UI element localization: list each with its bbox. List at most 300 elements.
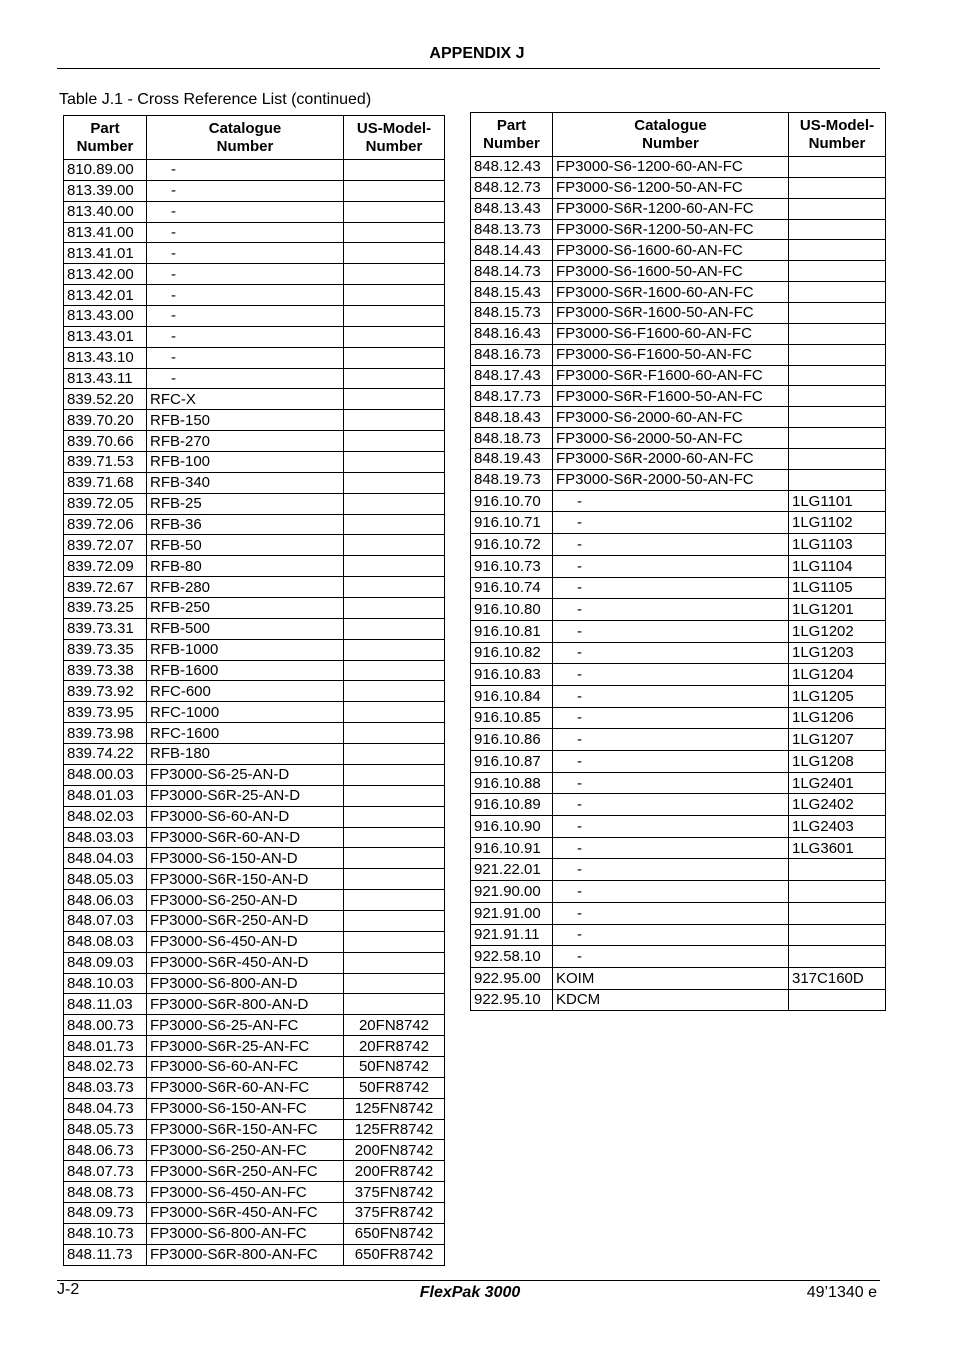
us-model-number-cell xyxy=(789,469,886,490)
us-model-number-cell: 50FR8742 xyxy=(344,1077,445,1098)
table-row xyxy=(64,368,445,389)
table-row xyxy=(471,490,886,512)
part-number-cell: 848.05.73 xyxy=(64,1119,147,1140)
us-model-number-cell xyxy=(789,989,886,1011)
catalogue-number-cell: - xyxy=(553,902,789,924)
us-model-number-cell xyxy=(789,859,886,881)
table-row xyxy=(471,924,886,946)
document-number: 49’1340 e xyxy=(806,1284,877,1301)
catalogue-number-cell: - xyxy=(553,620,789,642)
table-row xyxy=(471,219,886,240)
part-number-cell: 848.01.03 xyxy=(64,785,147,806)
us-model-number-cell xyxy=(789,323,886,344)
table-row xyxy=(471,946,886,968)
us-model-number-cell xyxy=(344,306,445,327)
us-model-number-cell xyxy=(789,449,886,470)
header-catalogue-number-text: Catalogue Number xyxy=(634,116,707,152)
us-model-number-cell: 375FR8742 xyxy=(344,1202,445,1223)
page-number: J-2 xyxy=(57,1281,80,1298)
us-model-number-cell: 650FN8742 xyxy=(344,1223,445,1244)
catalogue-number-cell: FP3000-S6R-450-AN-FC xyxy=(147,1202,344,1223)
us-model-number-cell xyxy=(789,261,886,282)
part-number-cell: 839.72.67 xyxy=(64,577,147,598)
part-number-cell: 813.40.00 xyxy=(64,201,147,222)
catalogue-number-cell: FP3000-S6R-150-AN-FC xyxy=(147,1119,344,1140)
us-model-number-cell: 1LG2401 xyxy=(789,772,886,794)
us-model-number-cell xyxy=(344,368,445,389)
us-model-number-cell xyxy=(789,219,886,240)
part-number-cell: 916.10.84 xyxy=(471,685,553,707)
part-number-cell: 839.73.95 xyxy=(64,702,147,723)
part-number-cell: 848.19.73 xyxy=(471,469,553,490)
catalogue-number-cell: RFC-600 xyxy=(147,681,344,702)
catalogue-number-cell: FP3000-S6R-25-AN-D xyxy=(147,785,344,806)
catalogue-number-cell: FP3000-S6R-250-AN-FC xyxy=(147,1161,344,1182)
table-row xyxy=(64,556,445,577)
header-part-number xyxy=(471,113,553,157)
us-model-number-cell xyxy=(344,910,445,931)
catalogue-number-cell: FP3000-S6-60-AN-FC xyxy=(147,1056,344,1077)
us-model-number-cell: 1LG1204 xyxy=(789,664,886,686)
us-model-number-cell xyxy=(344,556,445,577)
us-model-number-cell: 1LG2402 xyxy=(789,794,886,816)
table-row xyxy=(64,890,445,911)
table-row xyxy=(64,702,445,723)
us-model-number-cell xyxy=(344,869,445,890)
part-number-cell: 848.15.43 xyxy=(471,282,553,303)
part-number-cell: 848.11.73 xyxy=(64,1244,147,1265)
table-row xyxy=(64,285,445,306)
table-row xyxy=(471,859,886,881)
table-row xyxy=(64,1202,445,1223)
table-row xyxy=(64,410,445,431)
header-rule xyxy=(57,68,880,69)
us-model-number-cell: 375FN8742 xyxy=(344,1182,445,1203)
us-model-number-cell: 1LG3601 xyxy=(789,837,886,859)
table-row xyxy=(471,642,886,664)
part-number-cell: 848.10.03 xyxy=(64,973,147,994)
us-model-number-cell xyxy=(789,198,886,219)
catalogue-number-cell: FP3000-S6R-450-AN-D xyxy=(147,952,344,973)
catalogue-number-cell: - xyxy=(553,881,789,903)
part-number-cell: 916.10.86 xyxy=(471,729,553,751)
us-model-number-cell xyxy=(344,243,445,264)
part-number-cell: 848.08.73 xyxy=(64,1182,147,1203)
table-row xyxy=(64,535,445,556)
table-row xyxy=(471,577,886,599)
us-model-number-cell: 317C160D xyxy=(789,967,886,989)
table-row xyxy=(64,1140,445,1161)
us-model-number-cell xyxy=(344,973,445,994)
table-row xyxy=(64,639,445,660)
part-number-cell: 848.03.73 xyxy=(64,1077,147,1098)
part-number-cell: 916.10.70 xyxy=(471,490,553,512)
table-row xyxy=(471,469,886,490)
table-row xyxy=(64,827,445,848)
catalogue-number-cell: FP3000-S6-1200-60-AN-FC xyxy=(553,157,789,178)
us-model-number-cell xyxy=(344,431,445,452)
catalogue-number-cell: FP3000-S6-F1600-50-AN-FC xyxy=(553,344,789,365)
us-model-number-cell: 1LG1203 xyxy=(789,642,886,664)
catalogue-number-cell: - xyxy=(553,555,789,577)
us-model-number-cell: 1LG1205 xyxy=(789,685,886,707)
table-row xyxy=(471,449,886,470)
catalogue-number-cell: FP3000-S6R-60-AN-D xyxy=(147,827,344,848)
catalogue-number-cell: RFB-100 xyxy=(147,452,344,473)
us-model-number-cell xyxy=(344,222,445,243)
catalogue-number-cell: FP3000-S6-1200-50-AN-FC xyxy=(553,177,789,198)
us-model-number-cell xyxy=(344,952,445,973)
table-row xyxy=(471,707,886,729)
part-number-cell: 916.10.81 xyxy=(471,620,553,642)
part-number-cell: 848.13.43 xyxy=(471,198,553,219)
catalogue-number-cell: - xyxy=(147,243,344,264)
part-number-cell: 922.95.00 xyxy=(471,967,553,989)
part-number-cell: 839.71.68 xyxy=(64,472,147,493)
table-row xyxy=(64,806,445,827)
table-row xyxy=(64,347,445,368)
part-number-cell: 839.72.07 xyxy=(64,535,147,556)
catalogue-number-cell: RFB-500 xyxy=(147,618,344,639)
part-number-cell: 916.10.71 xyxy=(471,512,553,534)
catalogue-number-cell: - xyxy=(147,326,344,347)
catalogue-number-cell: FP3000-S6R-1600-60-AN-FC xyxy=(553,282,789,303)
catalogue-number-cell: - xyxy=(553,794,789,816)
table-row xyxy=(64,452,445,473)
part-number-cell: 839.70.20 xyxy=(64,410,147,431)
table-row xyxy=(64,1244,445,1265)
catalogue-number-cell: FP3000-S6-800-AN-FC xyxy=(147,1223,344,1244)
catalogue-number-cell: RFB-150 xyxy=(147,410,344,431)
table-row xyxy=(471,902,886,924)
catalogue-number-cell: - xyxy=(147,306,344,327)
us-model-number-cell xyxy=(789,881,886,903)
table-row xyxy=(64,660,445,681)
catalogue-number-cell: FP3000-S6-2000-50-AN-FC xyxy=(553,428,789,449)
part-number-cell: 813.41.00 xyxy=(64,222,147,243)
us-model-number-cell xyxy=(789,428,886,449)
us-model-number-cell xyxy=(344,452,445,473)
us-model-number-cell xyxy=(789,157,886,178)
part-number-cell: 848.02.03 xyxy=(64,806,147,827)
table-row xyxy=(64,264,445,285)
part-number-cell: 839.72.09 xyxy=(64,556,147,577)
us-model-number-cell xyxy=(344,493,445,514)
part-number-cell: 848.10.73 xyxy=(64,1223,147,1244)
catalogue-number-cell: FP3000-S6-150-AN-D xyxy=(147,848,344,869)
part-number-cell: 848.11.03 xyxy=(64,994,147,1015)
part-number-cell: 921.91.00 xyxy=(471,902,553,924)
table-caption: Table J.1 - Cross Reference List (continued) xyxy=(59,91,372,108)
catalogue-number-cell: - xyxy=(553,859,789,881)
table-row xyxy=(64,785,445,806)
part-number-cell: 813.42.01 xyxy=(64,285,147,306)
catalogue-number-cell: FP3000-S6-250-AN-D xyxy=(147,890,344,911)
header-part-number xyxy=(64,116,147,160)
part-number-cell: 922.58.10 xyxy=(471,946,553,968)
table-row xyxy=(64,493,445,514)
table-row xyxy=(471,599,886,621)
us-model-number-cell: 1LG1207 xyxy=(789,729,886,751)
us-model-number-cell xyxy=(344,347,445,368)
catalogue-number-cell: - xyxy=(553,490,789,512)
us-model-number-cell: 20FN8742 xyxy=(344,1015,445,1036)
part-number-cell: 839.73.38 xyxy=(64,660,147,681)
us-model-number-cell: 1LG1101 xyxy=(789,490,886,512)
us-model-number-cell xyxy=(344,723,445,744)
us-model-number-cell xyxy=(344,806,445,827)
table-row xyxy=(64,869,445,890)
table-row xyxy=(471,967,886,989)
catalogue-number-cell: - xyxy=(553,577,789,599)
table-row xyxy=(471,989,886,1011)
us-model-number-cell xyxy=(789,303,886,324)
part-number-cell: 916.10.74 xyxy=(471,577,553,599)
header-catalogue-number xyxy=(147,116,344,160)
catalogue-number-cell: - xyxy=(553,816,789,838)
catalogue-number-cell: RFC-X xyxy=(147,389,344,410)
part-number-cell: 916.10.83 xyxy=(471,664,553,686)
catalogue-number-cell: FP3000-S6R-800-AN-D xyxy=(147,994,344,1015)
catalogue-number-cell: FP3000-S6-450-AN-FC xyxy=(147,1182,344,1203)
part-number-cell: 848.03.03 xyxy=(64,827,147,848)
part-number-cell: 922.95.10 xyxy=(471,989,553,1011)
appendix-title: APPENDIX J xyxy=(429,45,525,62)
catalogue-number-cell: RFB-280 xyxy=(147,577,344,598)
us-model-number-cell xyxy=(789,282,886,303)
table-row xyxy=(471,240,886,261)
table-row xyxy=(64,577,445,598)
table-row xyxy=(64,243,445,264)
us-model-number-cell xyxy=(344,410,445,431)
catalogue-number-cell: FP3000-S6R-1600-50-AN-FC xyxy=(553,303,789,324)
table-row xyxy=(64,201,445,222)
table-row xyxy=(471,881,886,903)
table-row xyxy=(471,157,886,178)
part-number-cell: 916.10.89 xyxy=(471,794,553,816)
table-row xyxy=(64,1182,445,1203)
cross-reference-table-right xyxy=(470,112,886,1011)
us-model-number-cell xyxy=(344,618,445,639)
catalogue-number-cell: FP3000-S6-1600-60-AN-FC xyxy=(553,240,789,261)
part-number-cell: 848.02.73 xyxy=(64,1056,147,1077)
table-row xyxy=(64,1119,445,1140)
table-row xyxy=(471,282,886,303)
us-model-number-cell: 50FN8742 xyxy=(344,1056,445,1077)
part-number-cell: 839.73.35 xyxy=(64,639,147,660)
catalogue-number-cell: - xyxy=(553,707,789,729)
catalogue-number-cell: - xyxy=(147,347,344,368)
table-row xyxy=(64,681,445,702)
catalogue-number-cell: - xyxy=(553,772,789,794)
part-number-cell: 848.16.43 xyxy=(471,323,553,344)
us-model-number-cell xyxy=(789,386,886,407)
part-number-cell: 848.08.03 xyxy=(64,931,147,952)
table-row xyxy=(471,512,886,534)
us-model-number-cell xyxy=(344,326,445,347)
part-number-cell: 813.43.10 xyxy=(64,347,147,368)
catalogue-number-cell: FP3000-S6-450-AN-D xyxy=(147,931,344,952)
part-number-cell: 848.07.73 xyxy=(64,1161,147,1182)
table-row xyxy=(64,598,445,619)
header-catalogue-number-text: Catalogue Number xyxy=(208,119,282,155)
catalogue-number-cell: - xyxy=(147,368,344,389)
us-model-number-cell xyxy=(344,931,445,952)
catalogue-number-cell: FP3000-S6R-2000-60-AN-FC xyxy=(553,449,789,470)
part-number-cell: 839.73.92 xyxy=(64,681,147,702)
table-row xyxy=(64,326,445,347)
part-number-cell: 813.42.00 xyxy=(64,264,147,285)
catalogue-number-cell: - xyxy=(553,642,789,664)
us-model-number-cell xyxy=(344,514,445,535)
us-model-number-cell xyxy=(344,389,445,410)
table-row xyxy=(64,910,445,931)
catalogue-number-cell: - xyxy=(553,599,789,621)
part-number-cell: 848.17.73 xyxy=(471,386,553,407)
catalogue-number-cell: - xyxy=(553,512,789,534)
part-number-cell: 848.18.73 xyxy=(471,428,553,449)
us-model-number-cell: 650FR8742 xyxy=(344,1244,445,1265)
part-number-cell: 848.14.73 xyxy=(471,261,553,282)
table-row xyxy=(471,772,886,794)
us-model-number-cell xyxy=(789,344,886,365)
catalogue-number-cell: - xyxy=(553,685,789,707)
part-number-cell: 848.06.73 xyxy=(64,1140,147,1161)
catalogue-number-cell: - xyxy=(147,285,344,306)
us-model-number-cell: 1LG1103 xyxy=(789,534,886,556)
us-model-number-cell xyxy=(344,264,445,285)
part-number-cell: 848.04.73 xyxy=(64,1098,147,1119)
us-model-number-cell xyxy=(344,827,445,848)
catalogue-number-cell: RFC-1000 xyxy=(147,702,344,723)
us-model-number-cell xyxy=(344,180,445,201)
catalogue-number-cell: FP3000-S6R-60-AN-FC xyxy=(147,1077,344,1098)
us-model-number-cell xyxy=(344,472,445,493)
catalogue-number-cell: RFB-340 xyxy=(147,472,344,493)
us-model-number-cell xyxy=(789,365,886,386)
us-model-number-cell xyxy=(344,201,445,222)
catalogue-number-cell: RFB-1000 xyxy=(147,639,344,660)
part-number-cell: 848.15.73 xyxy=(471,303,553,324)
part-number-cell: 839.70.66 xyxy=(64,431,147,452)
catalogue-number-cell: FP3000-S6-60-AN-D xyxy=(147,806,344,827)
table-row xyxy=(471,407,886,428)
part-number-cell: 848.13.73 xyxy=(471,219,553,240)
part-number-cell: 916.10.82 xyxy=(471,642,553,664)
part-number-cell: 848.00.03 xyxy=(64,764,147,785)
us-model-number-cell xyxy=(344,598,445,619)
table-row xyxy=(471,837,886,859)
us-model-number-cell xyxy=(344,744,445,765)
us-model-number-cell: 200FR8742 xyxy=(344,1161,445,1182)
table-row xyxy=(64,764,445,785)
part-number-cell: 848.07.03 xyxy=(64,910,147,931)
us-model-number-cell xyxy=(789,902,886,924)
table-row xyxy=(64,1036,445,1057)
us-model-number-cell: 1LG1105 xyxy=(789,577,886,599)
catalogue-number-cell: - xyxy=(553,837,789,859)
table-row xyxy=(471,620,886,642)
part-number-cell: 916.10.91 xyxy=(471,837,553,859)
part-number-cell: 848.09.03 xyxy=(64,952,147,973)
part-number-cell: 916.10.80 xyxy=(471,599,553,621)
part-number-cell: 848.18.43 xyxy=(471,407,553,428)
table-row xyxy=(471,365,886,386)
catalogue-number-cell: FP3000-S6R-250-AN-D xyxy=(147,910,344,931)
table-row xyxy=(64,1098,445,1119)
table-row xyxy=(471,729,886,751)
footer-rule xyxy=(57,1280,880,1281)
catalogue-number-cell: FP3000-S6R-1200-50-AN-FC xyxy=(553,219,789,240)
catalogue-number-cell: - xyxy=(147,160,344,181)
table-row xyxy=(64,952,445,973)
table-row xyxy=(471,534,886,556)
part-number-cell: 810.89.00 xyxy=(64,160,147,181)
part-number-cell: 916.10.87 xyxy=(471,751,553,773)
us-model-number-cell: 1LG2403 xyxy=(789,816,886,838)
catalogue-number-cell: FP3000-S6R-F1600-50-AN-FC xyxy=(553,386,789,407)
catalogue-number-cell: FP3000-S6-150-AN-FC xyxy=(147,1098,344,1119)
catalogue-number-cell: - xyxy=(553,946,789,968)
us-model-number-cell: 20FR8742 xyxy=(344,1036,445,1057)
table-row xyxy=(471,386,886,407)
catalogue-number-cell: - xyxy=(147,264,344,285)
header-catalogue-number xyxy=(553,113,789,157)
part-number-cell: 848.16.73 xyxy=(471,344,553,365)
catalogue-number-cell: RFB-36 xyxy=(147,514,344,535)
catalogue-number-cell: FP3000-S6-800-AN-D xyxy=(147,973,344,994)
table-row xyxy=(64,306,445,327)
us-model-number-cell xyxy=(344,285,445,306)
catalogue-number-cell: - xyxy=(553,729,789,751)
catalogue-number-cell: FP3000-S6-25-AN-FC xyxy=(147,1015,344,1036)
catalogue-number-cell: FP3000-S6-1600-50-AN-FC xyxy=(553,261,789,282)
table-row xyxy=(471,751,886,773)
us-model-number-cell xyxy=(344,848,445,869)
part-number-cell: 921.90.00 xyxy=(471,881,553,903)
part-number-cell: 921.91.11 xyxy=(471,924,553,946)
part-number-cell: 916.10.88 xyxy=(471,772,553,794)
part-number-cell: 916.10.85 xyxy=(471,707,553,729)
part-number-cell: 848.12.73 xyxy=(471,177,553,198)
cross-reference-table-left xyxy=(63,115,445,1266)
table-row xyxy=(64,1223,445,1244)
us-model-number-cell xyxy=(344,764,445,785)
catalogue-number-cell: FP3000-S6-F1600-60-AN-FC xyxy=(553,323,789,344)
header-us-model-number-text: US-Model- Number xyxy=(799,116,875,152)
us-model-number-cell: 1LG1102 xyxy=(789,512,886,534)
part-number-cell: 848.06.03 xyxy=(64,890,147,911)
table-row xyxy=(471,664,886,686)
part-number-cell: 839.74.22 xyxy=(64,744,147,765)
product-name: FlexPak 3000 xyxy=(419,1284,521,1301)
us-model-number-cell xyxy=(789,177,886,198)
table-row xyxy=(471,261,886,282)
catalogue-number-cell: FP3000-S6-25-AN-D xyxy=(147,764,344,785)
table-row xyxy=(471,303,886,324)
table-row xyxy=(64,431,445,452)
table-row xyxy=(64,514,445,535)
part-number-cell: 848.01.73 xyxy=(64,1036,147,1057)
catalogue-number-cell: FP3000-S6R-2000-50-AN-FC xyxy=(553,469,789,490)
part-number-cell: 839.72.05 xyxy=(64,493,147,514)
part-number-cell: 848.12.43 xyxy=(471,157,553,178)
us-model-number-cell xyxy=(344,890,445,911)
catalogue-number-cell: RFB-25 xyxy=(147,493,344,514)
table-row xyxy=(64,973,445,994)
part-number-cell: 839.73.25 xyxy=(64,598,147,619)
part-number-cell: 916.10.90 xyxy=(471,816,553,838)
